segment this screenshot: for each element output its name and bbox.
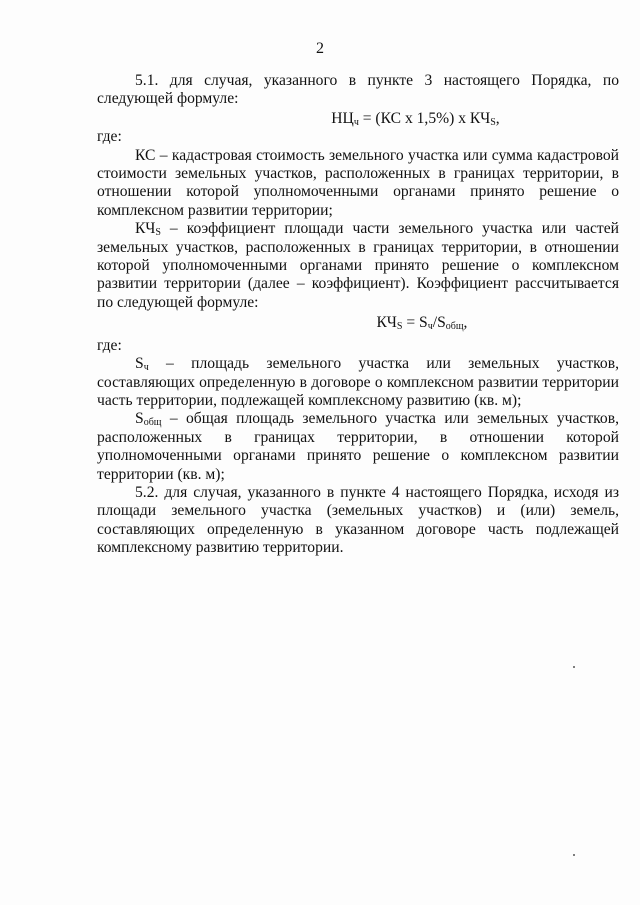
- formula-nc-prefix-sub: ч: [353, 116, 359, 128]
- formula-kchs-s1-sub: ч: [427, 321, 433, 333]
- formula-nc-body: = (КС х 1,5%) х КЧ: [358, 109, 491, 127]
- definition-sobsh: [97, 410, 619, 484]
- where-label-1: где:: [97, 128, 122, 146]
- definition-sch-term-sub: ч: [143, 362, 149, 374]
- where-label-2: где:: [97, 336, 122, 354]
- formula-kchs: [97, 314, 619, 332]
- formula-kchs-eq: = S: [402, 314, 428, 332]
- formula-nc-body-sub: S: [490, 116, 496, 128]
- formula-kchs-suffix: ,: [463, 314, 468, 332]
- scan-speck: [573, 666, 575, 668]
- definition-kchs-term: КЧ: [135, 220, 156, 238]
- formula-nc-suffix: ,: [495, 109, 500, 127]
- page-number: 2: [316, 40, 324, 57]
- formula-kchs-slash: /S: [432, 314, 446, 332]
- formula-kchs-lhs: КЧ: [376, 314, 397, 332]
- definition-sobsh-text: – общая площадь земельного участка или земельных участков, расположенных в границах территории, в отношении которой уполномоченными органами принято решение о комплексном развитии территории (кв. м);: [97, 410, 619, 483]
- definition-kchs-term-sub: S: [155, 227, 161, 239]
- definition-ks: КС – кадастровая стоимость земельного участка или сумма кадастровой стоимости земельных участков, расположенных в границах территории, в отношении которой уполномоченными органами принято решение о комплексном развитии территории;: [97, 146, 619, 219]
- document-body: [97, 72, 619, 558]
- definition-sch: [97, 355, 619, 410]
- paragraph-5-2: 5.2. для случая, указанного в пункте 4 настоящего Порядка, исходя из площади земельного участка (земельных участков) и (или) земель, составляющих определенную в указанном договоре часть подлежащей комплексному развитию территории.: [97, 483, 619, 557]
- formula-kchs-s2-sub: общ: [445, 321, 464, 333]
- definition-sch-text: – площадь земельного участка или земельных участков, составляющих определенную в договоре о комплексном развитии территории часть территории, подлежащей комплексному развитию (кв. м);: [97, 355, 619, 409]
- definition-sch-term: S: [135, 355, 144, 373]
- definition-sobsh-term: S: [135, 410, 144, 428]
- paragraph-5-1: 5.1. для случая, указанного в пункте 3 настоящего Порядка, по следующей формуле:: [97, 72, 619, 108]
- definition-kchs: [97, 220, 619, 312]
- formula-kchs-lhs-sub: S: [396, 321, 403, 333]
- formula-nc-prefix: НЦ: [331, 109, 354, 127]
- definition-kchs-text: – коэффициент площади части земельного участка или частей земельных участков, расположенных в границах территории, в отношении которой уполномоченными органами принято решение о комплексном развитии территории (далее – коэффициент). Коэффициент рассчитывается по следующей формуле:: [97, 220, 619, 311]
- formula-nc: [97, 110, 619, 128]
- definition-sobsh-term-sub: общ: [143, 417, 162, 429]
- scan-speck: [573, 854, 575, 856]
